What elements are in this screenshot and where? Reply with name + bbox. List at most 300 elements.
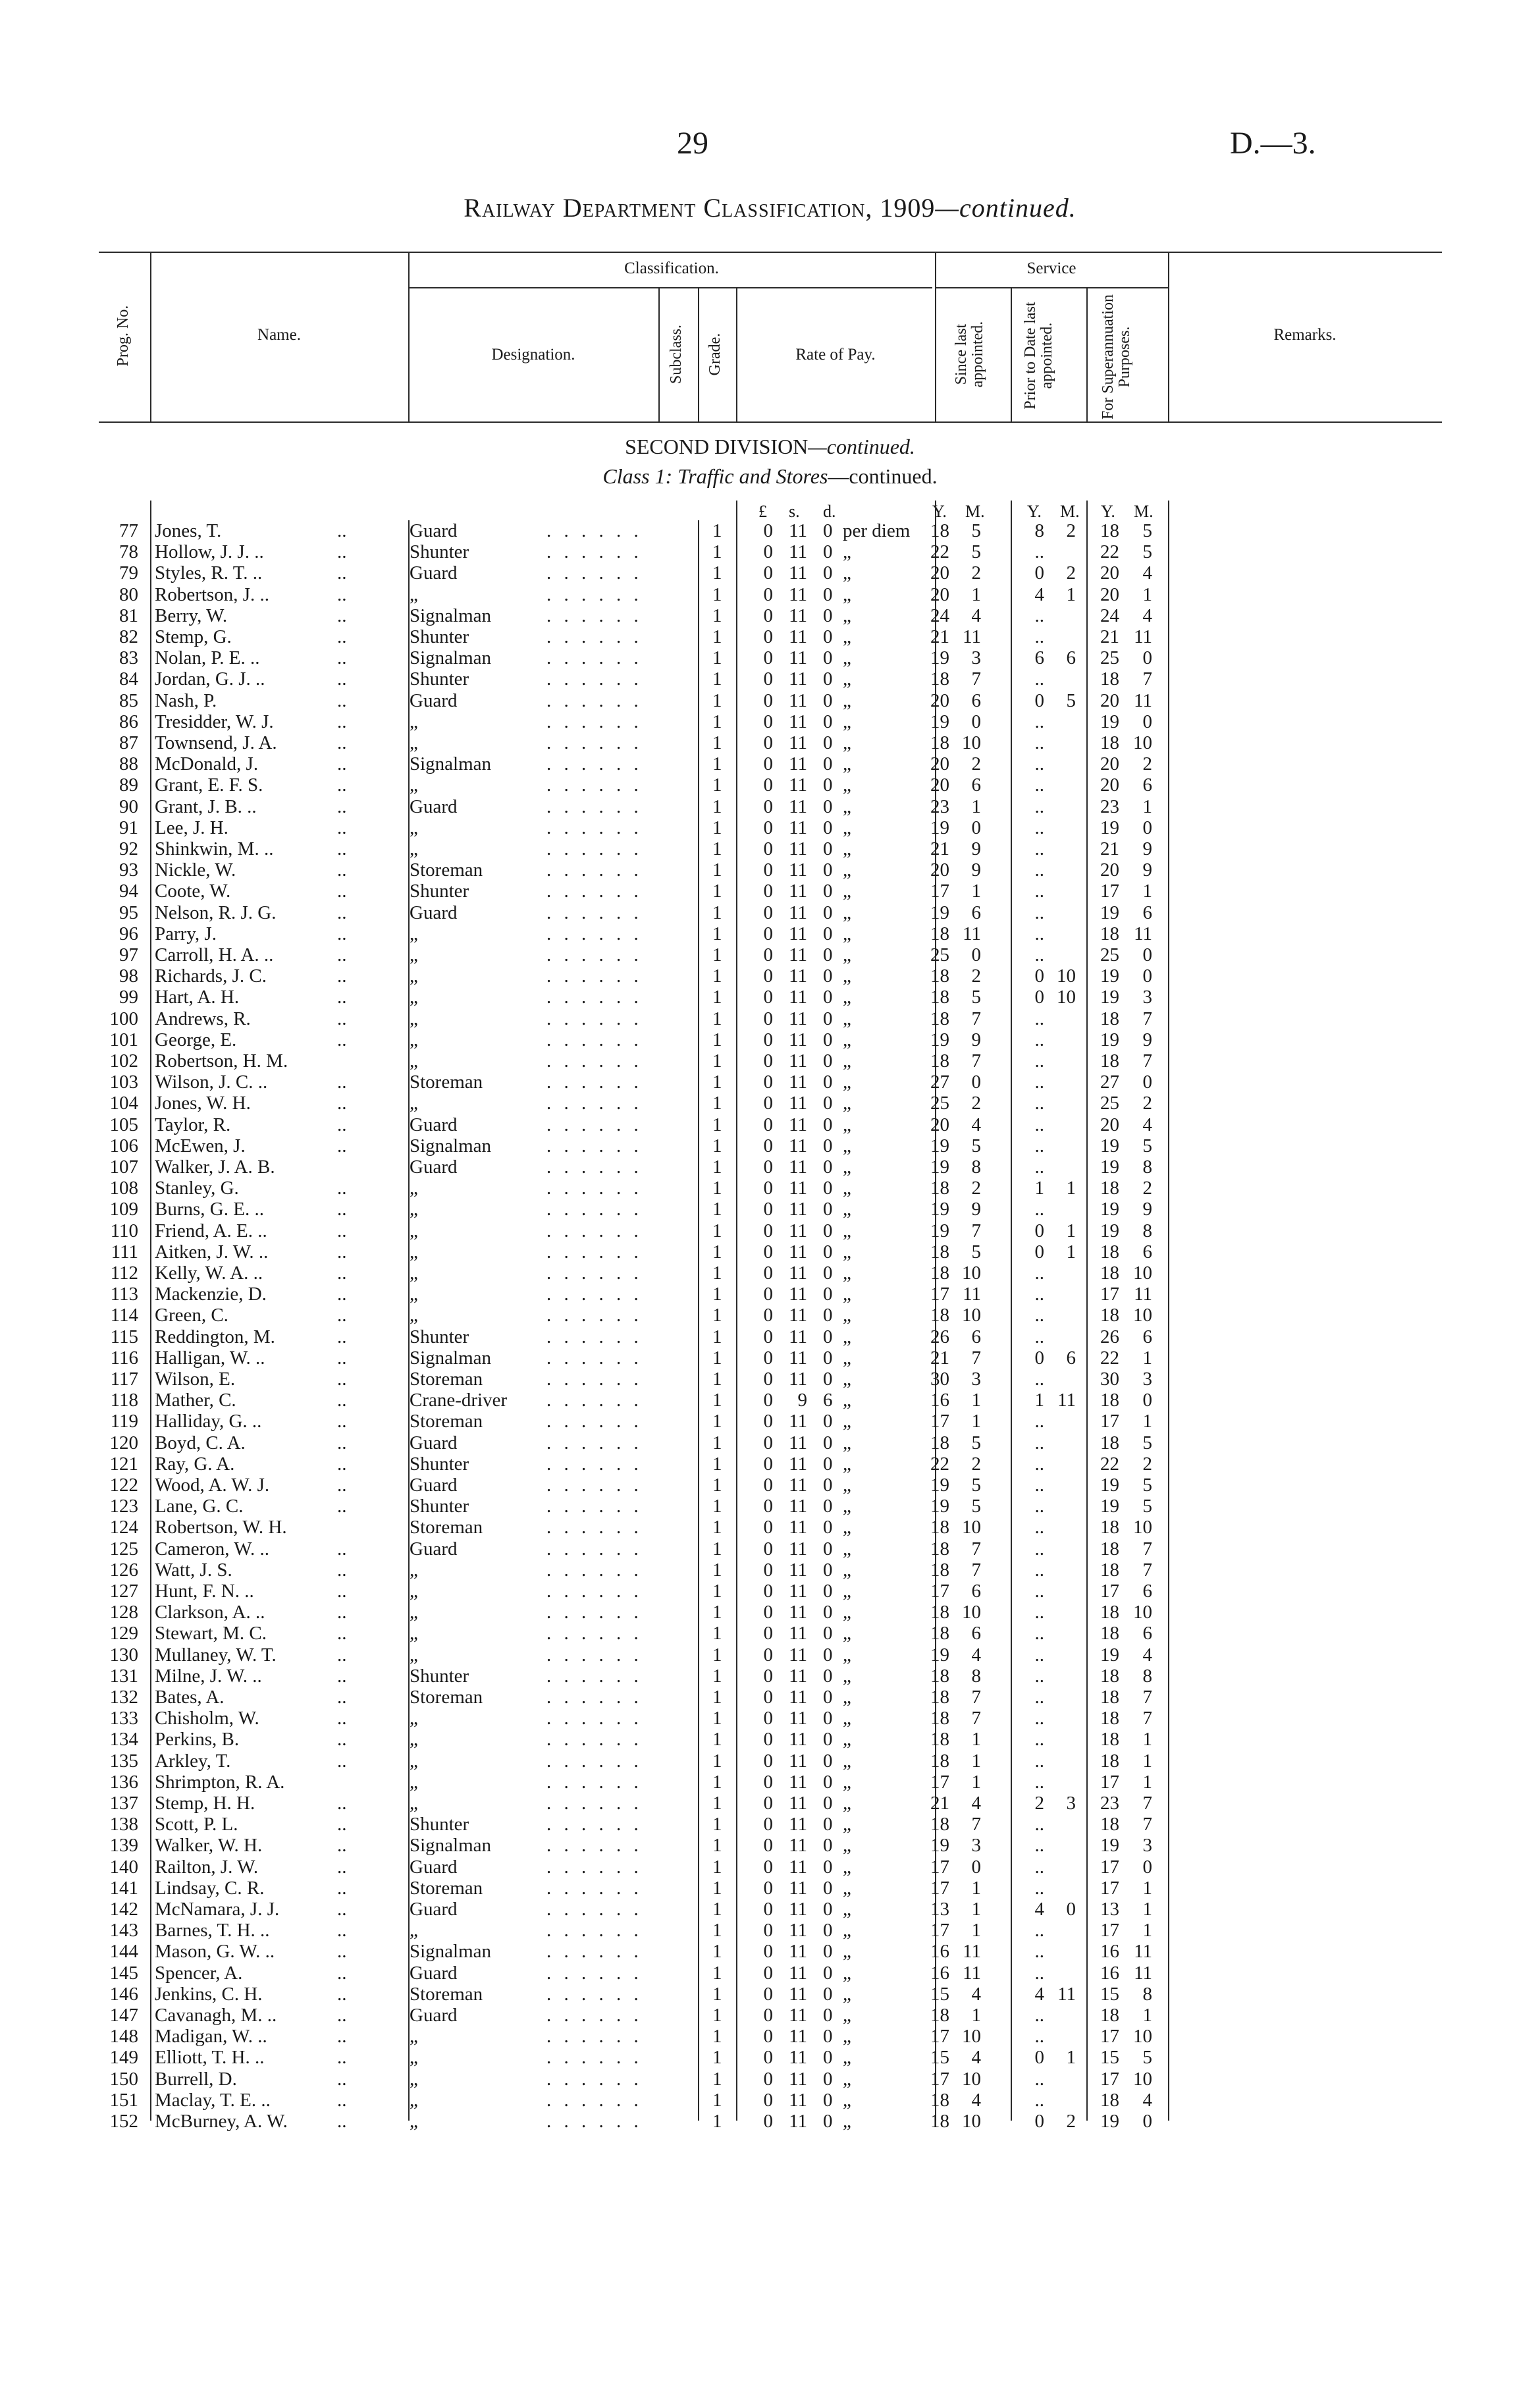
since-months: 0: [971, 944, 981, 965]
grade: 1: [712, 1920, 722, 1941]
pay-rate-suffix: „: [843, 732, 851, 753]
prog-no: 110: [110, 1220, 138, 1241]
pay-pence: 0: [823, 1835, 833, 1857]
prog-no: 149: [109, 2047, 138, 2069]
prog-no: 85: [119, 690, 138, 711]
super-months: 3: [1142, 1835, 1152, 1857]
prog-no: 134: [109, 1729, 138, 1750]
table-row: [0, 902, 1540, 923]
super-years: 19: [1100, 1220, 1119, 1241]
leader-dots: . . . . . .: [546, 668, 643, 690]
pay-pounds: 0: [763, 520, 773, 541]
grade: 1: [712, 1602, 722, 1623]
designation: Shunter: [410, 1496, 469, 1517]
super-years: 18: [1100, 1729, 1119, 1750]
designation: „: [410, 1920, 418, 1941]
leader-dots: . . . . . .: [546, 1072, 643, 1093]
super-months: 9: [1142, 1029, 1152, 1050]
pay-pounds: 0: [763, 1114, 773, 1135]
table-row: [0, 1708, 1540, 1729]
pay-pounds: 0: [763, 1771, 773, 1793]
pay-pence: 0: [823, 1517, 833, 1538]
table-row: [0, 1687, 1540, 1708]
leader-dots: ..: [337, 690, 347, 711]
since-months: 8: [971, 1156, 981, 1178]
prog-no: 95: [119, 902, 138, 923]
since-years: 18: [930, 1750, 949, 1772]
pay-rate-suffix: „: [843, 1920, 851, 1941]
prog-no: 101: [109, 1029, 138, 1050]
prog-no: 94: [119, 881, 138, 902]
leader-dots: . . . . . .: [546, 1050, 643, 1072]
designation: „: [410, 1029, 418, 1050]
grade: 1: [712, 1029, 722, 1050]
designation: Signalman: [410, 1135, 492, 1156]
pay-pence: 0: [823, 1453, 833, 1475]
pay-pounds: 0: [763, 1369, 773, 1390]
grade: 1: [712, 987, 722, 1008]
pay-shillings: 11: [789, 1708, 807, 1729]
employee-name: Nash, P.: [155, 690, 217, 711]
leader-dots: ..: [337, 1432, 347, 1453]
leader-dots: . . . . . .: [546, 711, 643, 732]
pay-shillings: 11: [789, 1538, 807, 1560]
employee-name: Styles, R. T. ..: [155, 562, 263, 584]
designation: Signalman: [410, 605, 492, 626]
pay-shillings: 11: [789, 1644, 807, 1666]
header-sep: [658, 287, 660, 421]
pay-pounds: 0: [763, 2089, 773, 2111]
super-years: 18: [1100, 1687, 1119, 1708]
since-years: 25: [930, 944, 949, 965]
prior-years: 0: [1034, 2047, 1044, 2069]
since-years: 20: [930, 562, 949, 584]
leader-dots: ..: [337, 668, 347, 690]
pay-shillings: 11: [789, 1899, 807, 1920]
pay-shillings: 11: [789, 838, 807, 859]
prog-no: 90: [119, 796, 138, 817]
pay-shillings: 11: [789, 1729, 807, 1750]
employee-name: Wilson, E.: [155, 1369, 236, 1390]
pay-pence: 0: [823, 881, 833, 902]
pay-pounds: 0: [763, 2047, 773, 2069]
pay-rate-suffix: „: [843, 1411, 851, 1432]
since-years: 18: [930, 1178, 949, 1199]
since-years: 18: [930, 1602, 949, 1623]
leader-dots: ..: [337, 838, 347, 859]
since-years: 19: [930, 711, 949, 732]
designation: Shunter: [410, 668, 469, 690]
pay-shillings: 11: [789, 1411, 807, 1432]
employee-name: George, E.: [155, 1029, 237, 1050]
prior-years: ..: [1034, 1538, 1044, 1560]
prog-no: 146: [109, 1983, 138, 2005]
super-months: 1: [1142, 2005, 1152, 2026]
leader-dots: . . . . . .: [546, 1262, 643, 1284]
grade: 1: [712, 1453, 722, 1475]
designation: Guard: [410, 1962, 458, 1984]
leader-dots: . . . . . .: [546, 753, 643, 775]
prog-no: 137: [109, 1793, 138, 1814]
since-years: 21: [930, 626, 949, 647]
table-row: [0, 1432, 1540, 1453]
prior-years: ..: [1034, 1199, 1044, 1220]
pay-shillings: 9: [797, 1390, 807, 1411]
leader-dots: ..: [337, 1877, 347, 1899]
table-row: [0, 753, 1540, 774]
table-row: [0, 626, 1540, 647]
since-years: 18: [930, 1687, 949, 1708]
prior-months: 2: [1066, 520, 1076, 541]
since-months: 2: [971, 562, 981, 584]
pay-rate-suffix: „: [843, 1305, 851, 1326]
leader-dots: ..: [337, 1729, 347, 1750]
leader-dots: . . . . . .: [546, 902, 643, 923]
pay-pounds: 0: [763, 838, 773, 859]
leader-dots: ..: [337, 2111, 347, 2132]
leader-dots: . . . . . .: [546, 1983, 643, 2005]
table-row: [0, 1750, 1540, 1772]
super-years: 18: [1100, 1623, 1119, 1644]
since-years: 17: [930, 1771, 949, 1793]
pay-rate-suffix: „: [843, 1517, 851, 1538]
since-months: 10: [962, 2068, 981, 2090]
prog-no: 136: [109, 1771, 138, 1793]
super-years: 23: [1100, 1793, 1119, 1814]
grade: 1: [712, 2047, 722, 2069]
employee-name: Nelson, R. J. G.: [155, 902, 277, 923]
prog-no: 91: [119, 817, 138, 838]
since-months: 3: [971, 1835, 981, 1857]
pay-shillings: 11: [789, 2068, 807, 2090]
table-row: [0, 1220, 1540, 1241]
table-row: [0, 1029, 1540, 1050]
since-months: 2: [971, 753, 981, 775]
leader-dots: . . . . . .: [546, 2111, 643, 2132]
employee-name: Stemp, G.: [155, 626, 232, 647]
since-years: 20: [930, 690, 949, 711]
prior-years: ..: [1034, 1114, 1044, 1135]
designation: Guard: [410, 562, 458, 584]
leader-dots: . . . . . .: [546, 1347, 643, 1369]
prog-no: 88: [119, 753, 138, 775]
leader-dots: . . . . . .: [546, 1453, 643, 1475]
grade: 1: [712, 1729, 722, 1750]
column-header-grade: Grade.: [706, 333, 724, 376]
pay-shillings: 11: [789, 881, 807, 902]
designation: Signalman: [410, 1941, 492, 1963]
prog-no: 84: [119, 668, 138, 690]
prior-years: ..: [1034, 1072, 1044, 1093]
prog-no: 99: [119, 987, 138, 1008]
grade: 1: [712, 1517, 722, 1538]
since-years: 19: [930, 1475, 949, 1496]
pay-pence: 0: [823, 1093, 833, 1114]
pay-shillings: 11: [789, 1135, 807, 1156]
pay-pence: 0: [823, 1729, 833, 1750]
pay-shillings: 11: [789, 2111, 807, 2132]
pay-rate-suffix: „: [843, 1475, 851, 1496]
pay-pounds: 0: [763, 1899, 773, 1920]
super-years: 18: [1100, 732, 1119, 753]
header-sep: [698, 287, 699, 421]
table-row: [0, 987, 1540, 1008]
pay-shillings: 11: [789, 1050, 807, 1072]
since-years: 17: [930, 1411, 949, 1432]
table-row: [0, 711, 1540, 732]
designation: Guard: [410, 1156, 458, 1178]
column-header-name: Name.: [257, 326, 301, 344]
leader-dots: ..: [337, 1835, 347, 1857]
pay-shillings: 11: [789, 1517, 807, 1538]
pay-shillings: 11: [789, 605, 807, 626]
super-months: 7: [1142, 1814, 1152, 1835]
super-years: 20: [1100, 690, 1119, 711]
super-years: 15: [1100, 2047, 1119, 2069]
since-months: 5: [971, 987, 981, 1008]
pay-pounds: 0: [763, 1665, 773, 1687]
since-years: 17: [930, 1581, 949, 1602]
designation: Shunter: [410, 1665, 469, 1687]
page-title: [0, 192, 1540, 223]
prior-years: 1: [1034, 1178, 1044, 1199]
pay-rate-suffix: „: [843, 583, 851, 605]
since-years: 16: [930, 1390, 949, 1411]
designation: „: [410, 711, 418, 732]
super-years: 18: [1100, 923, 1119, 944]
designation: „: [410, 1602, 418, 1623]
prog-no: 117: [110, 1369, 138, 1390]
leader-dots: . . . . . .: [546, 859, 643, 881]
table-row: [0, 1560, 1540, 1581]
prior-years: ..: [1034, 1708, 1044, 1729]
prog-no: 143: [109, 1920, 138, 1941]
column-header-rate-of-pay: Rate of Pay.: [795, 346, 876, 364]
super-months: 11: [1134, 626, 1152, 647]
employee-name: Clarkson, A. ..: [155, 1602, 265, 1623]
pay-pounds: 0: [763, 1581, 773, 1602]
employee-name: Cavanagh, M. ..: [155, 2005, 277, 2026]
since-months: 9: [971, 1029, 981, 1050]
super-years: 18: [1100, 1262, 1119, 1284]
super-years: 18: [1100, 1008, 1119, 1029]
pay-rate-suffix: „: [843, 1771, 851, 1793]
prior-years: ..: [1034, 1029, 1044, 1050]
pay-rate-suffix: „: [843, 817, 851, 838]
grade: 1: [712, 605, 722, 626]
super-months: 7: [1142, 1793, 1152, 1814]
since-months: 1: [971, 1729, 981, 1750]
designation: Shunter: [410, 1453, 469, 1475]
pay-pounds: 0: [763, 817, 773, 838]
prog-no: 102: [109, 1050, 138, 1072]
prior-years: ..: [1034, 1475, 1044, 1496]
designation: Shunter: [410, 541, 469, 563]
leader-dots: . . . . . .: [546, 1581, 643, 1602]
column-header-service: Service: [1026, 259, 1076, 277]
pay-pence: 0: [823, 987, 833, 1008]
since-months: 1: [971, 1390, 981, 1411]
super-months: 1: [1142, 1771, 1152, 1793]
table-row: [0, 1178, 1540, 1199]
since-months: 4: [971, 605, 981, 626]
pay-pence: 0: [823, 1411, 833, 1432]
pay-pence: 0: [823, 1220, 833, 1241]
pay-rate-suffix: „: [843, 1284, 851, 1305]
leader-dots: . . . . . .: [546, 1687, 643, 1708]
since-years: 17: [930, 2026, 949, 2048]
leader-dots: ..: [337, 2068, 347, 2090]
pay-shillings: 11: [789, 1581, 807, 1602]
pay-pounds: 0: [763, 1072, 773, 1093]
designation: Signalman: [410, 647, 492, 669]
pay-rate-suffix: „: [843, 1687, 851, 1708]
super-years: 18: [1100, 1241, 1119, 1262]
prior-years: ..: [1034, 2026, 1044, 2048]
prior-years: ..: [1034, 838, 1044, 859]
super-years: 18: [1100, 1665, 1119, 1687]
column-header-since-last: Since last appointed.: [953, 321, 987, 388]
designation: „: [410, 1050, 418, 1072]
since-years: 15: [930, 1983, 949, 2005]
prior-months: 1: [1066, 1220, 1076, 1241]
designation: „: [410, 817, 418, 838]
since-years: 24: [930, 605, 949, 626]
pay-shillings: 11: [789, 1856, 807, 1878]
table-row: [0, 1199, 1540, 1220]
prior-years: ..: [1034, 1581, 1044, 1602]
leader-dots: ..: [337, 1475, 347, 1496]
pay-pence: 0: [823, 1369, 833, 1390]
leader-dots: . . . . . .: [546, 1941, 643, 1963]
grade: 1: [712, 520, 722, 541]
pay-pounds: 0: [763, 944, 773, 965]
since-years: 18: [930, 1538, 949, 1560]
super-years: 17: [1100, 1581, 1119, 1602]
since-months: 1: [971, 1877, 981, 1899]
leader-dots: ..: [337, 520, 347, 541]
pay-rate-suffix: „: [843, 1029, 851, 1050]
super-months: 1: [1142, 1899, 1152, 1920]
section-title: SECOND DIVISION: [625, 435, 809, 458]
pay-pounds: 0: [763, 1029, 773, 1050]
pay-pounds: 0: [763, 1962, 773, 1984]
section-heading: [0, 435, 1540, 459]
prior-years: ..: [1034, 1877, 1044, 1899]
designation: „: [410, 2068, 418, 2090]
table-row: [0, 1793, 1540, 1814]
employee-name: Andrews, R.: [155, 1008, 251, 1029]
grade: 1: [712, 1093, 722, 1114]
grade: 1: [712, 965, 722, 987]
pay-shillings: 11: [789, 1877, 807, 1899]
leader-dots: ..: [337, 1369, 347, 1390]
pay-rate-suffix: „: [843, 1220, 851, 1241]
pay-rate-suffix: „: [843, 1135, 851, 1156]
leader-dots: ..: [337, 881, 347, 902]
prog-no: 87: [119, 732, 138, 753]
pay-shillings: 11: [789, 1241, 807, 1262]
pay-pence: 0: [823, 647, 833, 669]
leader-dots: . . . . . .: [546, 881, 643, 902]
pay-pence: 0: [823, 1050, 833, 1072]
since-years: 18: [930, 1814, 949, 1835]
prior-months: 2: [1066, 562, 1076, 584]
grade: 1: [712, 1199, 722, 1220]
leader-dots: ..: [337, 1029, 347, 1050]
leader-dots: . . . . . .: [546, 1771, 643, 1793]
super-years: 22: [1100, 1453, 1119, 1475]
grade: 1: [712, 1326, 722, 1347]
pay-pence: 0: [823, 2068, 833, 2090]
leader-dots: ..: [337, 1072, 347, 1093]
super-months: 10: [1133, 1305, 1152, 1326]
table-row: [0, 923, 1540, 944]
super-months: 7: [1142, 1708, 1152, 1729]
designation: Crane-driver: [410, 1390, 508, 1411]
class-label-suffix: —continued.: [828, 464, 938, 488]
prior-years: ..: [1034, 902, 1044, 923]
unit-years: Y.: [1101, 502, 1115, 521]
pay-rate-suffix: „: [843, 1983, 851, 2005]
pay-pence: 0: [823, 668, 833, 690]
pay-pence: 0: [823, 1241, 833, 1262]
since-months: 10: [962, 2026, 981, 2048]
super-years: 18: [1100, 1538, 1119, 1560]
pay-rate-suffix: „: [843, 1644, 851, 1666]
super-months: 8: [1142, 1156, 1152, 1178]
prior-years: ..: [1034, 1050, 1044, 1072]
designation: Shunter: [410, 1326, 469, 1347]
grade: 1: [712, 626, 722, 647]
super-months: 5: [1142, 541, 1152, 563]
pay-pounds: 0: [763, 1517, 773, 1538]
pay-rate-suffix: „: [843, 1835, 851, 1857]
since-years: 19: [930, 647, 949, 669]
unit-months: M.: [965, 502, 985, 521]
pay-pence: 0: [823, 1029, 833, 1050]
leader-dots: . . . . . .: [546, 1835, 643, 1857]
designation: Shunter: [410, 881, 469, 902]
super-months: 9: [1142, 1199, 1152, 1220]
pay-shillings: 11: [789, 902, 807, 923]
employee-name: Burrell, D.: [155, 2068, 237, 2090]
pay-pounds: 0: [763, 1178, 773, 1199]
designation: Guard: [410, 690, 458, 711]
leader-dots: ..: [337, 1750, 347, 1772]
pay-shillings: 11: [789, 1920, 807, 1941]
designation: „: [410, 1241, 418, 1262]
prog-no: 150: [109, 2068, 138, 2090]
pay-rate-suffix: „: [843, 1050, 851, 1072]
grade: 1: [712, 881, 722, 902]
employee-name: Cameron, W. ..: [155, 1538, 269, 1560]
since-months: 1: [971, 1771, 981, 1793]
since-years: 17: [930, 2068, 949, 2090]
super-years: 22: [1100, 541, 1119, 563]
super-years: 19: [1100, 1644, 1119, 1666]
pay-pence: 0: [823, 626, 833, 647]
grade: 1: [712, 1050, 722, 1072]
prior-months: 11: [1057, 1390, 1076, 1411]
designation: „: [410, 987, 418, 1008]
designation: Guard: [410, 2005, 458, 2026]
grade: 1: [712, 1135, 722, 1156]
leader-dots: . . . . . .: [546, 1178, 643, 1199]
super-years: 17: [1100, 1920, 1119, 1941]
since-months: 7: [971, 1559, 981, 1581]
super-years: 19: [1100, 987, 1119, 1008]
